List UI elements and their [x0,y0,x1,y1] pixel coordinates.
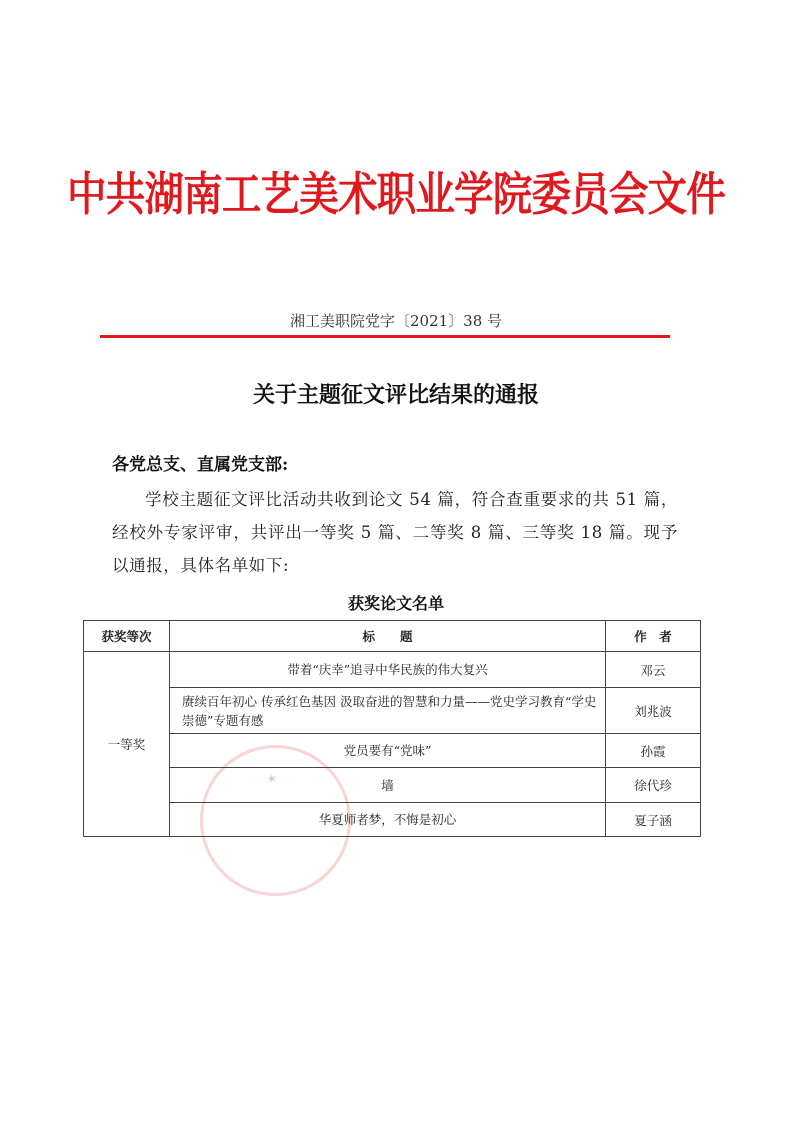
seal-mark: ★ [265,770,279,787]
header-author: 作 者 [606,621,701,652]
awards-table [83,620,701,837]
body-paragraph: 学校主题征文评比活动共收到论文 54 篇，符合查重要求的共 51 篇，经校外专家评审，共评出一等奖 5 篇、二等奖 8 篇、三等奖 18 篇。现予以通报，具体名单如下: [112,490,678,575]
table-row [84,652,701,688]
paper-title: 华夏师者梦，不悔是初心 [170,803,606,837]
document-number: 湘工美职院党字〔2021〕38 号 [289,312,503,330]
header-level: 获奖等次 [84,621,170,652]
salutation: 各党总支、直属党支部: [112,455,289,475]
paper-author: 徐代珍 [606,768,701,803]
paper-author: 刘兆波 [606,688,701,734]
award-list-title: 获奖论文名单 [347,594,444,613]
table-header-row [84,621,701,652]
table-row [84,688,701,734]
paper-title: 赓续百年初心 传承红色基因 汲取奋进的智慧和力量——党史学习教育“学史崇德”专题有感 [170,688,606,734]
header-title: 标 题 [170,621,606,652]
table-row [84,768,701,803]
paper-author: 夏子涵 [606,803,701,837]
award-level-cell: 一等奖 [84,652,170,837]
org-header-title: 中共湖南工艺美术职业学院委员会文件 [67,167,725,221]
table-row [84,803,701,837]
notice-title: 关于主题征文评比结果的通报 [252,382,539,408]
table-row [84,734,701,768]
paper-title: 墙 [170,768,606,803]
paper-author: 邓云 [606,652,701,688]
paper-author: 孙霞 [606,734,701,768]
paper-title: 党员要有“党味” [170,734,606,768]
red-divider [100,335,670,338]
paper-title: 带着“庆幸”追寻中华民族的伟大复兴 [170,652,606,688]
